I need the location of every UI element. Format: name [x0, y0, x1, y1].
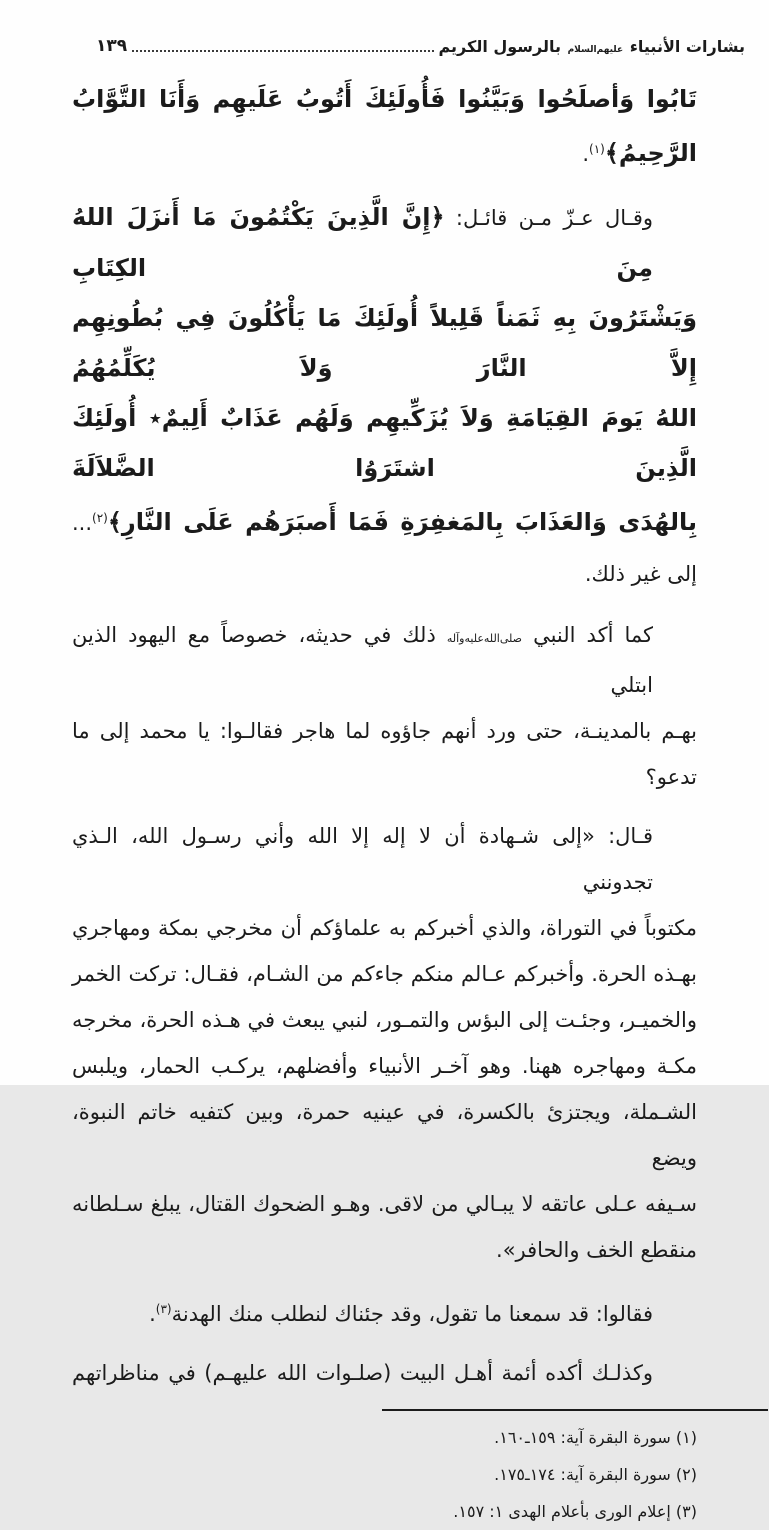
body-text: بهـم بالمدينـة، حتى ورد أنهم جاؤوه لما هاجر فقالـوا: يا محمد إلى ما تدعو؟	[72, 719, 697, 789]
footnote-block	[72, 1409, 697, 1530]
sentence-tail: ... إلى غير ذلك.	[72, 511, 697, 586]
footnote-separator	[382, 1409, 768, 1411]
footnote-marker-2: (٢)	[92, 511, 108, 525]
body-text: قـال: «إلى شـهادة أن لا إله إلا الله وأني رسـول الله، الـذي تجدونني	[72, 824, 653, 894]
honorific-mark-header: عليهم‌السلام	[567, 45, 624, 55]
body-text: الشـملة، ويجتزئ بالكسرة، في عينيه حمرة، وبين كتفيه خاتم النبوة، ويضع	[72, 1100, 697, 1170]
body-line	[72, 192, 697, 293]
sentence-period: .	[582, 142, 590, 166]
footnote-marker-3: (٣)	[155, 1302, 172, 1316]
body-text: بهـذه الحرة. وأخبركم عـالم منكم جاءكم من الشـام، فقـال: تركت الخمر	[72, 962, 697, 986]
body-text: سـيفه عـلى عاتقه لا يبـالي من لاقى. وهـو الضحوك القتال، يبلغ سـلطانه	[72, 1192, 697, 1216]
body-text: وكذلـك أكده أئمة أهـل البيت (صلـوات الله عليهـم) في مناظراتهم	[72, 1361, 653, 1385]
quran-verse-line	[72, 493, 697, 599]
footnote-item: (٢) سورة البقرة آية: ١٧٤ـ١٧٥.	[494, 1465, 697, 1484]
body-line	[72, 813, 697, 905]
footnote-marker-1: (١)	[589, 142, 605, 156]
paragraph-hadith	[72, 813, 697, 1273]
body-line	[72, 1286, 697, 1337]
quran-text: تَابُوا وَأصلَحُوا وَبَيَّنُوا فَأُولَئِكَ أَتُوبُ عَلَيهِم وَأَنَا التَّوَّابُ الرَّحِيمُ﴾	[72, 85, 697, 167]
body-line	[72, 905, 697, 951]
running-title-text-2: بالرسول الكريم	[438, 37, 561, 56]
body-line	[72, 612, 697, 708]
page-number: ١٣٩	[96, 36, 128, 56]
body-line	[72, 1181, 697, 1227]
footnote-item: (١) سورة البقرة آية: ١٥٩ـ١٦٠.	[494, 1428, 697, 1447]
body-line	[72, 1089, 697, 1181]
body-text: مكتوباً في التوراة، والذي أخبركم به علماؤكم أن مخرجي بمكة ومهاجري	[72, 916, 697, 940]
paragraph-reply	[72, 1286, 697, 1337]
body-text: فقالوا: قد سمعنا ما تقول، وقد جئناك لنطلب منك الهدنة	[171, 1302, 653, 1326]
body-text: منقطع الخف والحافر».	[496, 1238, 697, 1262]
footnote-list	[72, 1419, 697, 1530]
quran-text: وَيَشْتَرُونَ بِهِ ثَمَناً قَلِيلاً أُولَئِكَ مَا يَأْكُلُونَ فِي بُطُونِهِم إِلاَّ النَّارَ وَلاَ يُكَلِّمُهُمُ	[72, 304, 697, 382]
body-text: مكـة ومهاجره ههنا. وهو آخـر الأنبياء وأفضلهم، يركـب الحمار، ويلبس	[72, 1054, 697, 1078]
quran-verse-line	[72, 74, 697, 179]
paragraph-quran-1	[72, 74, 697, 179]
body-line	[72, 1227, 697, 1273]
body-text: كما أكد النبي	[522, 623, 653, 647]
sentence-period: .	[149, 1302, 156, 1326]
honorific-mark-prophet: صلى‌الله‌عليه‌وآله	[446, 632, 523, 645]
quran-text: بِالهُدَى وَالعَذَابَ بِالمَغفِرَةِ فَمَا أَصبَرَهُم عَلَى النَّارِ﴾	[107, 508, 697, 536]
paragraph-quran-2	[72, 192, 697, 599]
quran-verse-line	[72, 293, 697, 393]
running-title-text: بشارات الأنبياء	[629, 37, 745, 56]
body-line	[72, 1043, 697, 1089]
dot-leader	[132, 49, 433, 52]
paragraph-narration-1	[72, 612, 697, 800]
running-title	[439, 37, 746, 56]
body-text: والخميـر، وجئـت إلى البؤس والتمـور، لنبي يبعث في هـذه الحرة، مخرجه	[72, 1008, 697, 1032]
paragraph-narration-2	[72, 1350, 697, 1396]
footnote-item: (٣) إعلام الورى بأعلام الهدى ١: ١٥٧.	[453, 1502, 697, 1521]
quran-text: ﴿إِنَّ الَّذِينَ يَكْتُمُونَ مَا أَنزَلَ اللهُ مِنَ الكِتَابِ	[72, 203, 653, 282]
page-body	[20, 56, 749, 1530]
quote-intro: وقـال عـزّ مـن قائـل:	[444, 206, 653, 230]
body-text: ذلك في حديثه، خصوصاً مع اليهود الذين ابتلي	[72, 623, 653, 697]
body-line	[72, 951, 697, 997]
page-header	[20, 28, 749, 56]
body-line	[72, 708, 697, 800]
body-line	[72, 997, 697, 1043]
body-line	[72, 1350, 697, 1396]
quran-text: اللهُ يَومَ القِيَامَةِ وَلاَ يُزَكِّيهِم وَلَهُم عَذَابٌ أَلِيمٌ٭ أُولَئِكَ الَّذِينَ اشتَرَوُا الضَّلاَلَةَ	[72, 404, 697, 482]
quran-verse-line	[72, 393, 697, 493]
